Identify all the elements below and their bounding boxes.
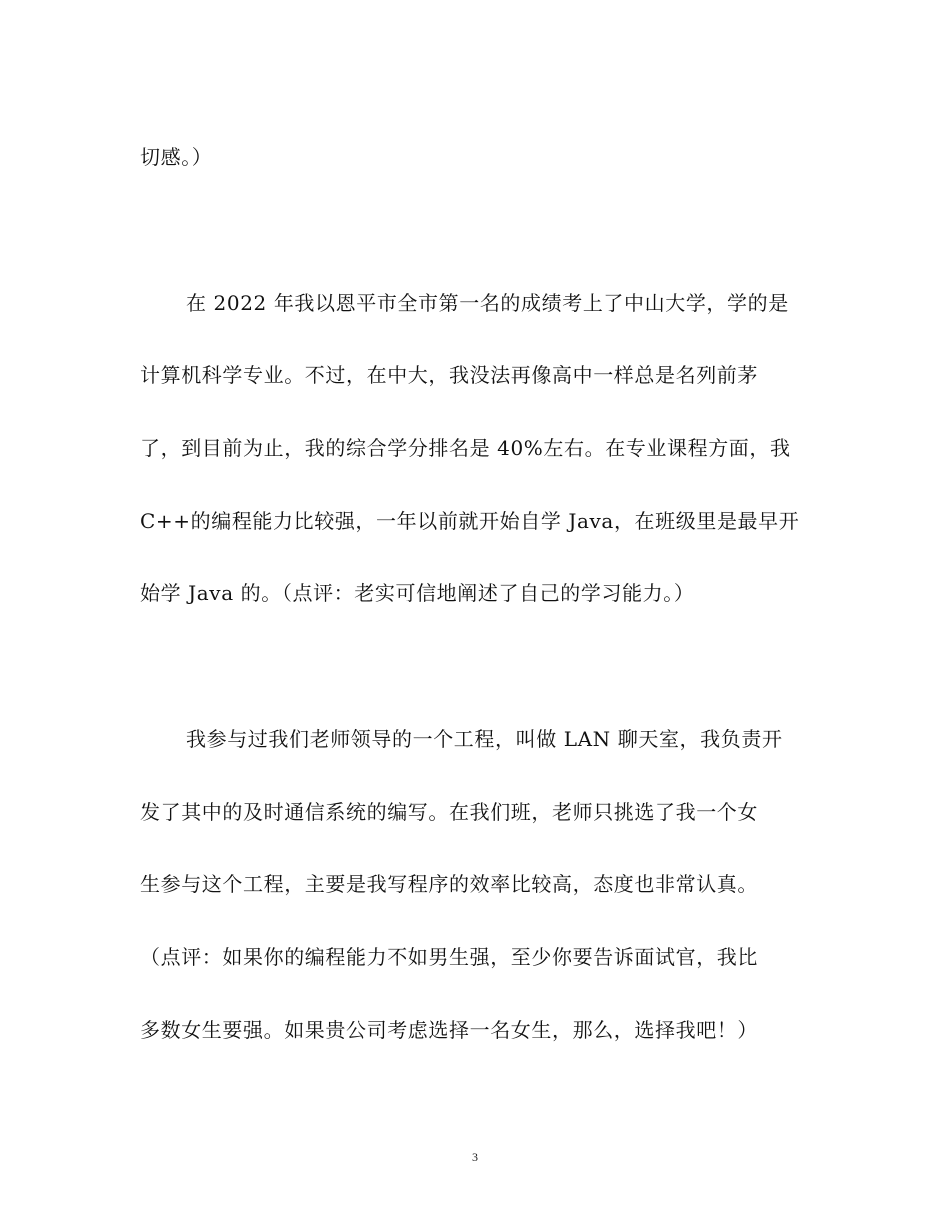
paragraph-3-line-4: （点评：如果你的编程能力不如男生强，至少你要告诉面试官，我比 xyxy=(140,945,758,969)
paragraph-3-line-5: 多数女生要强。如果贵公司考虑选择一名女生，那么，选择我吧！） xyxy=(140,1018,758,1042)
paragraph-2-line-1: 在 2022 年我以恩平市全市第一名的成绩考上了中山大学，学的是 xyxy=(186,291,789,315)
page-number: 3 xyxy=(472,1150,478,1164)
paragraph-2-line-5: 始学 Java 的。（点评：老实可信地阐述了自己的学习能力。） xyxy=(140,581,695,605)
paragraph-3-line-1: 我参与过我们老师领导的一个工程，叫做 LAN 聊天室，我负责开 xyxy=(186,727,783,751)
paragraph-1-line-1: 切感。） xyxy=(140,145,213,169)
paragraph-2-line-3: 了，到目前为止，我的综合学分排名是 40%左右。在专业课程方面，我 xyxy=(140,436,791,460)
paragraph-3-line-3: 生参与这个工程，主要是我写程序的效率比较高，态度也非常认真。 xyxy=(140,872,758,896)
paragraph-3-line-2: 发了其中的及时通信系统的编写。在我们班，老师只挑选了我一个女 xyxy=(140,800,758,824)
paragraph-2-line-2: 计算机科学专业。不过，在中大，我没法再像高中一样总是名列前茅 xyxy=(140,363,758,387)
paragraph-2-line-4: C++的编程能力比较强，一年以前就开始自学 Java，在班级里是最早开 xyxy=(140,509,800,533)
